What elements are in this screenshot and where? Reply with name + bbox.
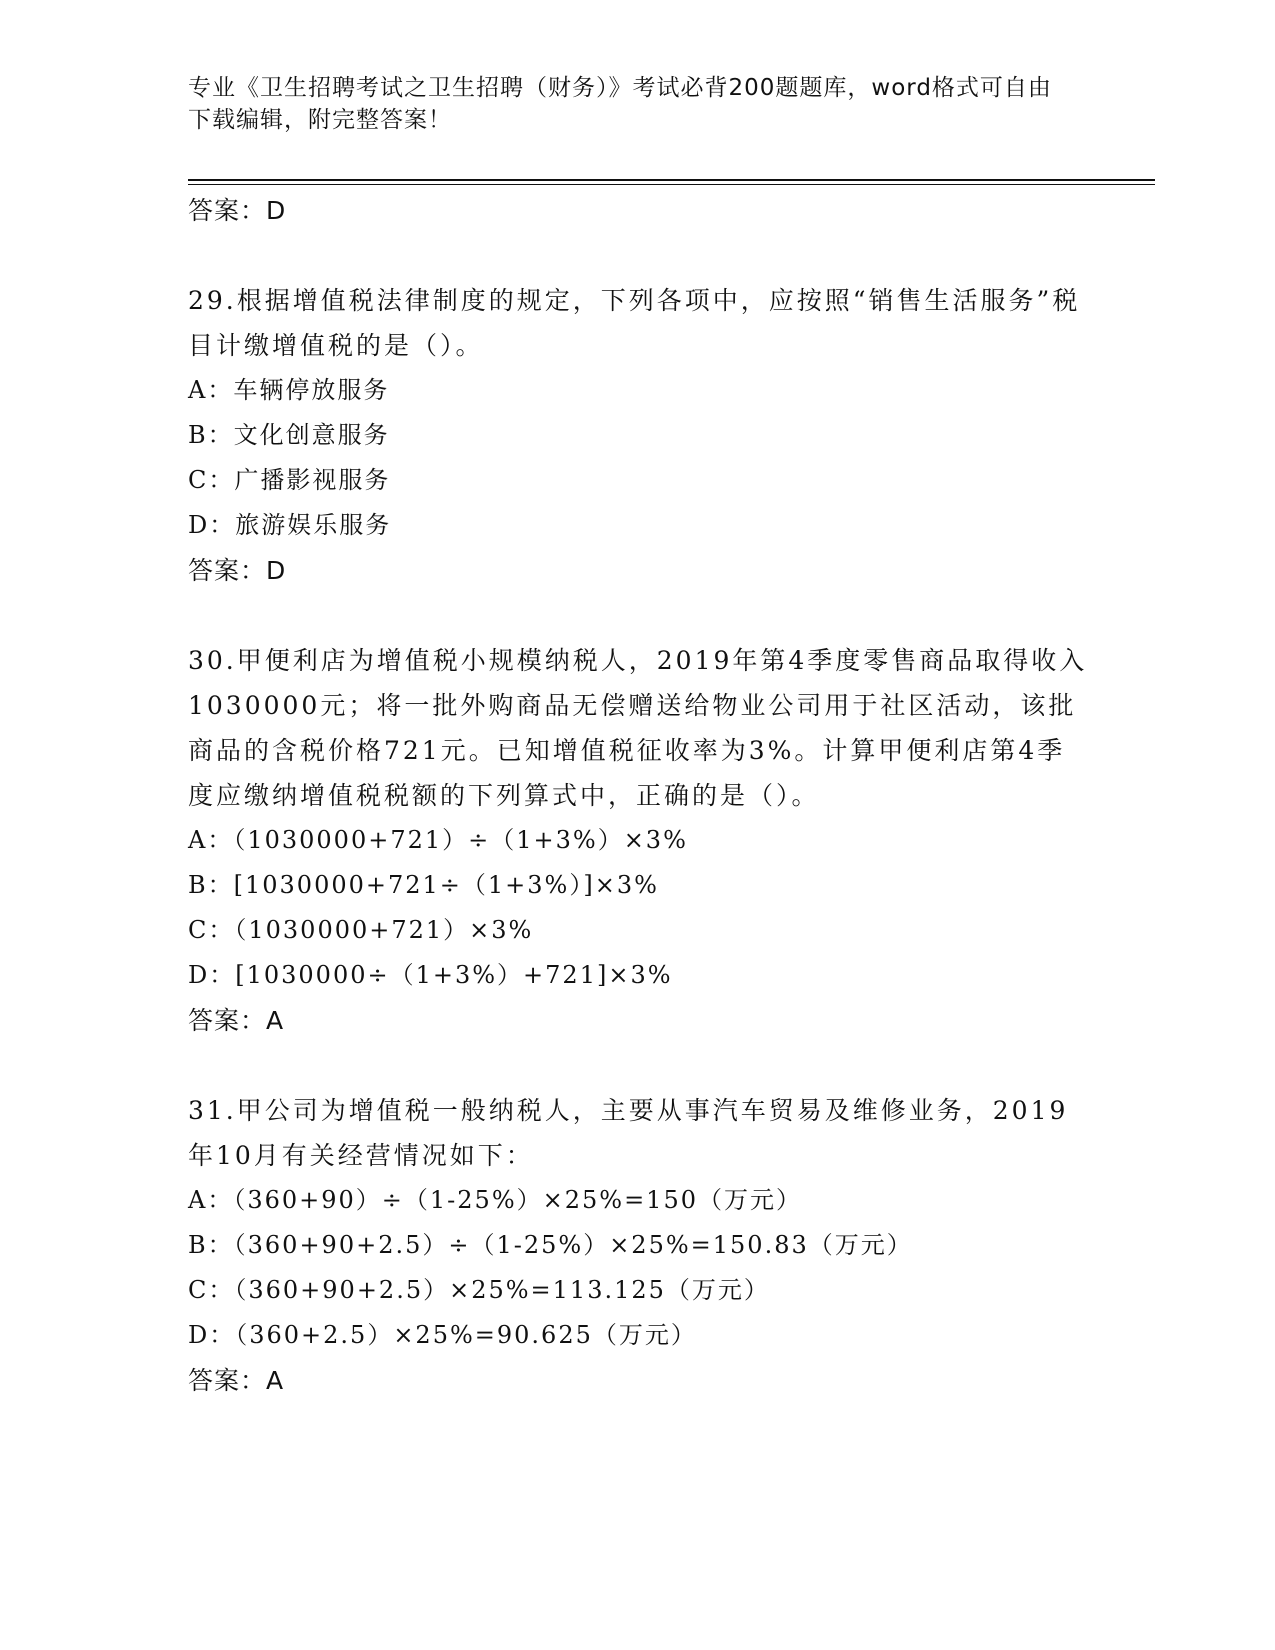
- previous-answer: 答案：D: [188, 196, 287, 225]
- question-content: [188, 188, 1088, 1403]
- option-c: C：广播影视服务: [188, 466, 391, 494]
- option-b: B：文化创意服务: [188, 421, 390, 449]
- option-c: C：（1030000+721）×3%: [188, 916, 534, 944]
- question-stem: 29.根据增值税法律制度的规定，下列各项中，应按照“销售生活服务”税目计缴增值税的是（）。: [188, 286, 1081, 360]
- option-b: B：[1030000+721÷（1+3%）]×3%: [188, 871, 659, 899]
- answer-line: 答案：A: [188, 1006, 285, 1035]
- answer-line: 答案：A: [188, 1366, 285, 1395]
- answer-line: 答案：D: [188, 556, 287, 585]
- question-30: [188, 638, 1088, 1043]
- header-divider-thick: [188, 179, 1155, 181]
- option-c: C：（360+90+2.5）×25%=113.125（万元）: [188, 1276, 770, 1304]
- question-31: [188, 1088, 1088, 1403]
- option-a: A：（360+90）÷（1-25%）×25%=150（万元）: [188, 1186, 802, 1214]
- option-d: D：旅游娱乐服务: [188, 511, 392, 539]
- question-29: [188, 278, 1088, 593]
- option-d: D：[1030000÷（1+3%）+721]×3%: [188, 961, 673, 989]
- option-d: D：（360+2.5）×25%=90.625（万元）: [188, 1321, 697, 1349]
- option-a: A：（1030000+721）÷（1+3%）×3%: [188, 826, 688, 854]
- option-b: B：（360+90+2.5）÷（1-25%）×25%=150.83（万元）: [188, 1231, 913, 1259]
- header-divider-thin: [188, 184, 1155, 185]
- header-description: 专业《卫生招聘考试之卫生招聘（财务）》考试必背200题题库，word格式可自由下载编辑，附完整答案！: [188, 75, 1052, 133]
- question-stem: 31.甲公司为增值税一般纳税人，主要从事汽车贸易及维修业务，2019年10月有关经营情况如下：: [188, 1096, 1069, 1170]
- question-stem: 30.甲便利店为增值税小规模纳税人，2019年第4季度零售商品取得收入1030000元；将一批外购商品无偿赠送给物业公司用于社区活动，该批商品的含税价格721元。已知增值税征收率为3%。计算甲便利店第4季度应缴纳增值税税额的下列算式中，正确的是（）。: [188, 646, 1088, 810]
- option-a: A：车辆停放服务: [188, 376, 390, 404]
